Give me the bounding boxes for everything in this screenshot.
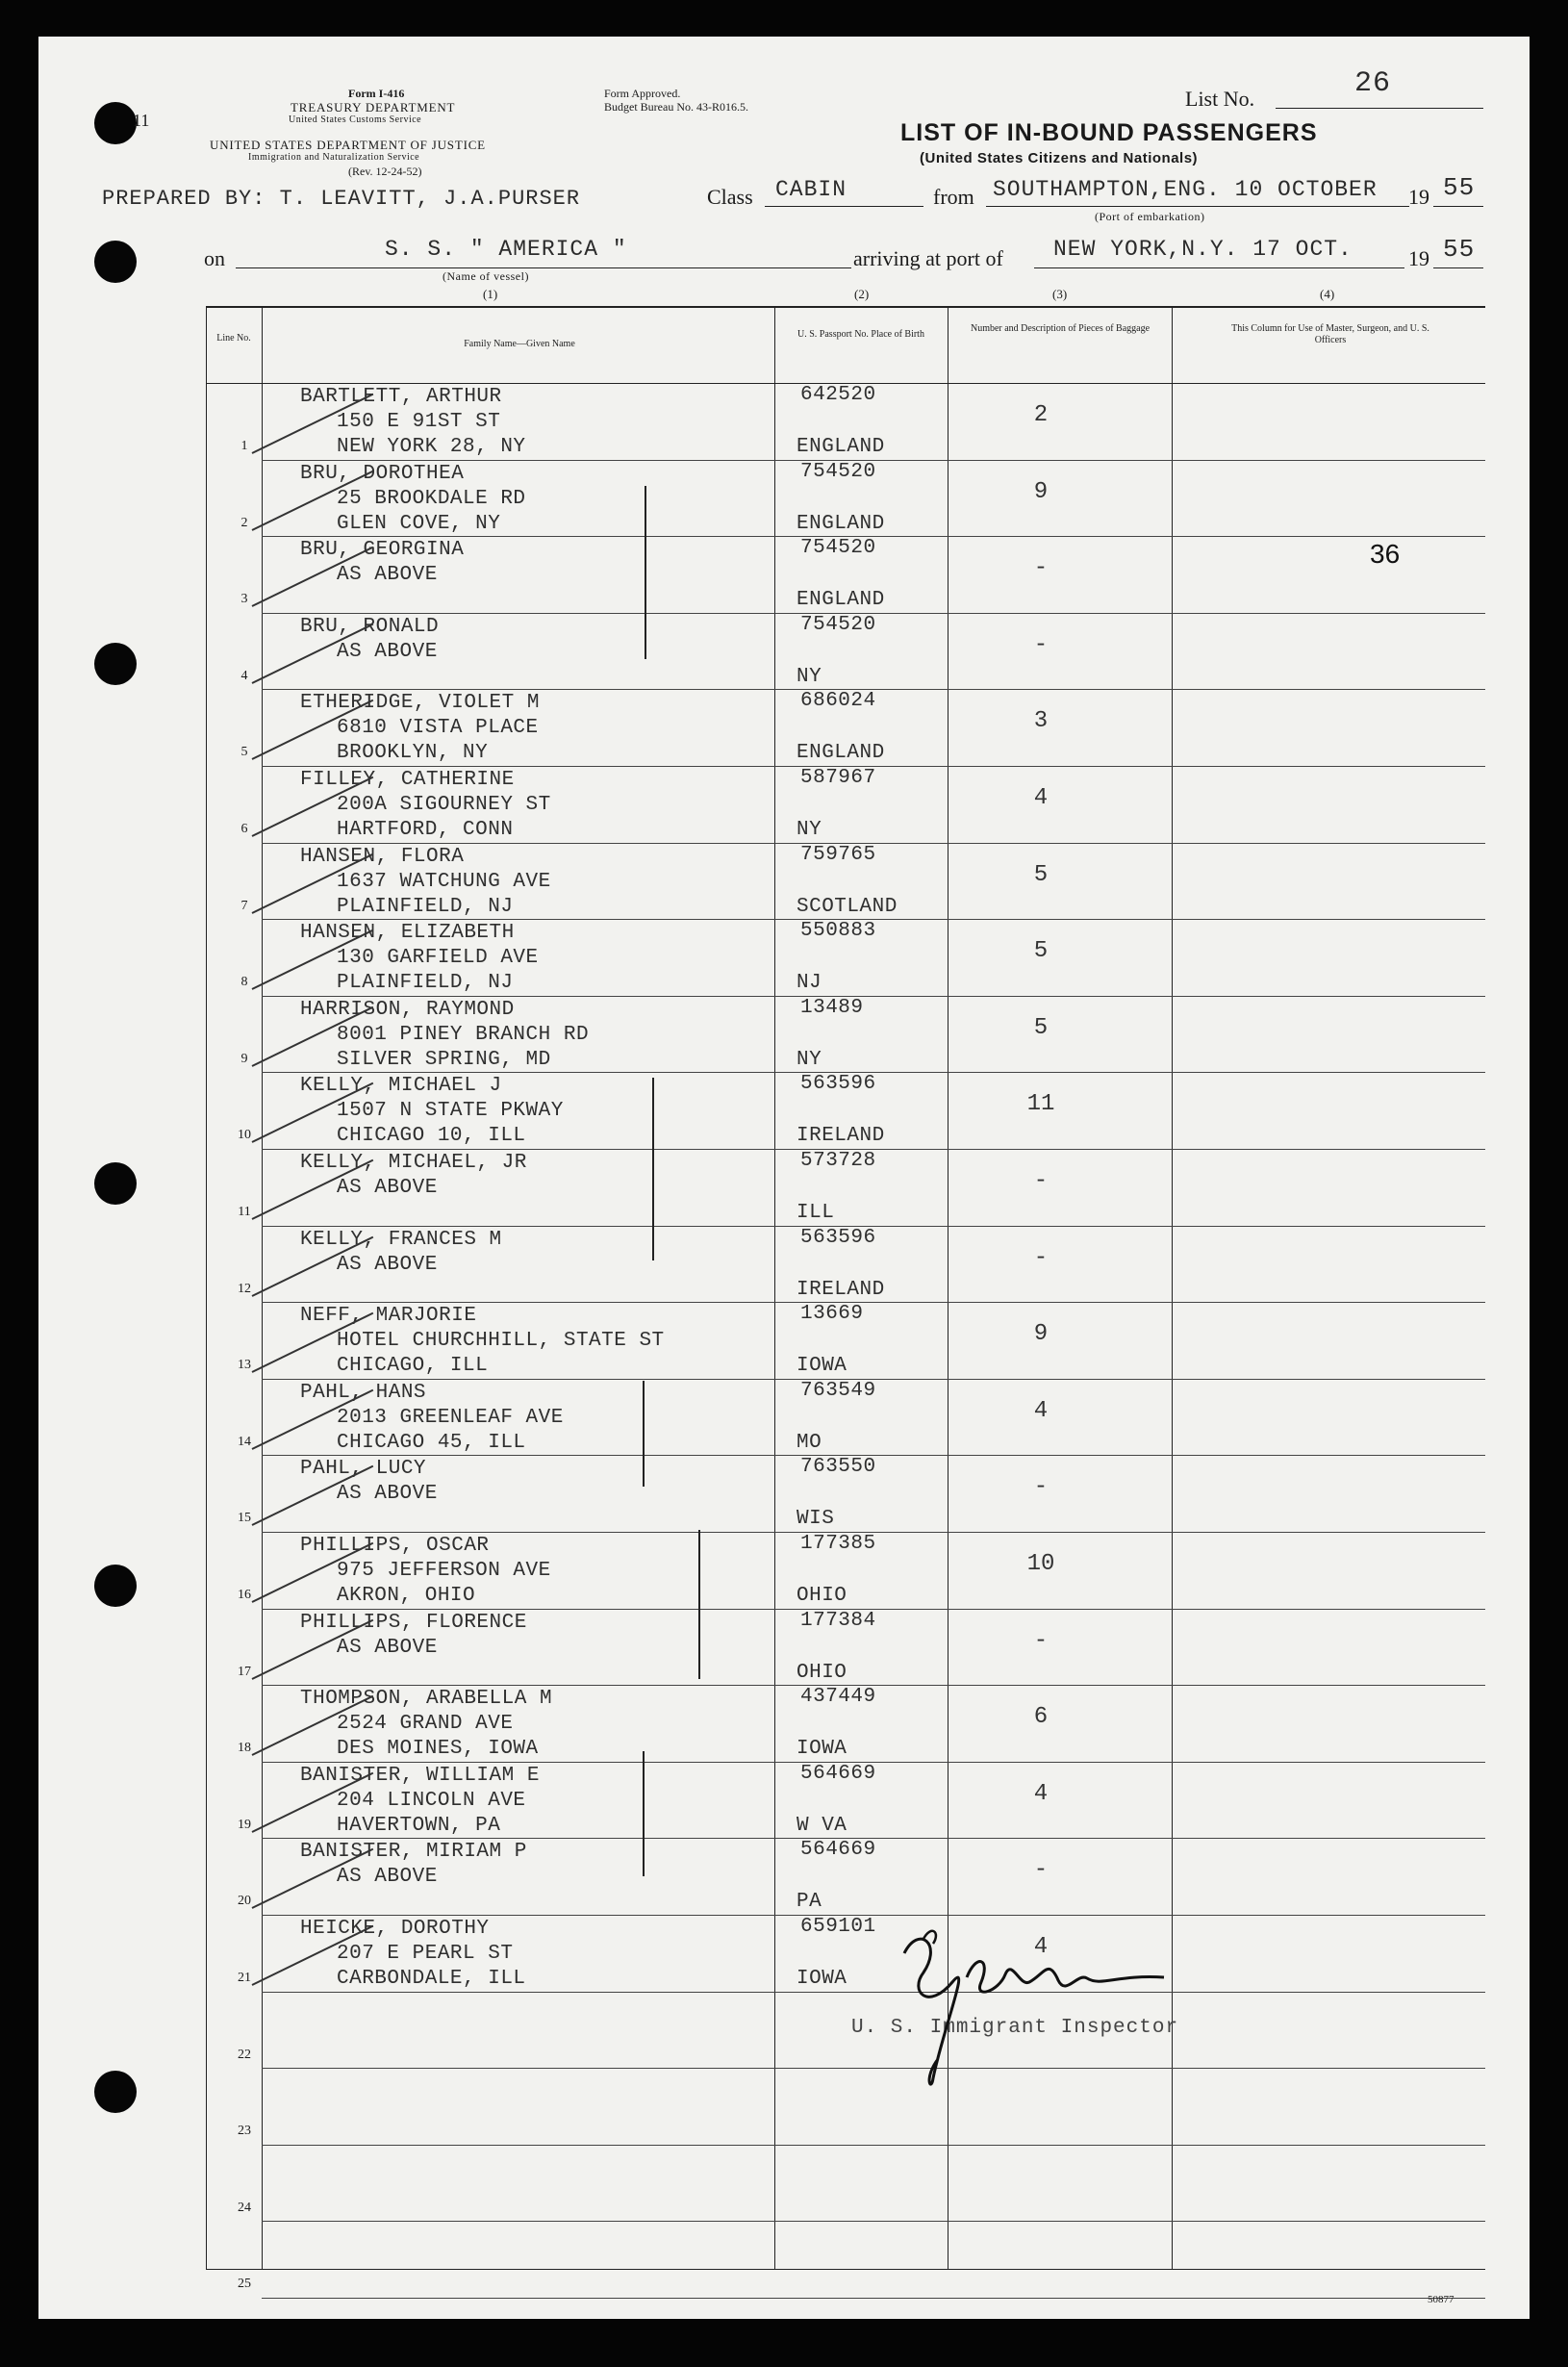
line-number: 12	[238, 1281, 251, 1296]
punch-hole-5	[94, 1565, 137, 1607]
address-line-2: PLAINFIELD, NJ	[337, 972, 514, 995]
passport-number: 177385	[800, 1533, 876, 1555]
address-line-1: 200A SIGOURNEY ST	[337, 794, 551, 816]
baggage-count: 4	[1033, 1934, 1049, 1960]
passport-number: 763549	[800, 1379, 876, 1402]
from-year: 55	[1443, 173, 1476, 202]
address-line-1: 2524 GRAND AVE	[337, 1713, 514, 1736]
class-underline	[765, 206, 923, 207]
address-line-1: 150 E 91ST ST	[337, 411, 501, 433]
address-line-1: AS ABOVE	[337, 1253, 438, 1276]
line-number: 11	[238, 1205, 251, 1219]
row-divider	[262, 2068, 1485, 2069]
place-of-birth: IOWA	[797, 1355, 847, 1378]
passenger-name: BRU, RONALD	[300, 615, 440, 638]
place-of-birth: OHIO	[797, 1585, 847, 1607]
table-bottom-border	[206, 2269, 1485, 2270]
address-line-2: CHICAGO, ILL	[337, 1355, 489, 1378]
passport-number: 754520	[800, 613, 876, 636]
passport-number: 573728	[800, 1150, 876, 1172]
address-line-1: AS ABOVE	[337, 1866, 438, 1889]
punch-hole-6	[94, 2071, 137, 2113]
print-code: 50877	[1428, 2294, 1454, 2305]
address-line-1: 1637 WATCHUNG AVE	[337, 870, 551, 893]
baggage-count: -	[1033, 1857, 1049, 1884]
passenger-name: HANSEN, FLORA	[300, 845, 465, 868]
col-num-2: (2)	[854, 287, 870, 301]
header-passport: U. S. Passport No. Place of Birth	[797, 329, 924, 340]
col-divider-0	[206, 306, 207, 2269]
baggage-count: 3	[1033, 708, 1049, 735]
address-line-2: CHICAGO 10, ILL	[337, 1125, 526, 1148]
passenger-name: ETHERIDGE, VIOLET M	[300, 692, 540, 715]
arriving-label: arriving at port of	[853, 246, 1003, 270]
passport-number: 642520	[800, 384, 876, 406]
passport-number: 659101	[800, 1916, 876, 1938]
passport-number: 177384	[800, 1609, 876, 1632]
address-line-2: HARTFORD, CONN	[337, 819, 514, 841]
address-line-1: 6810 VISTA PLACE	[337, 717, 539, 740]
passenger-name: BANISTER, MIRIAM P	[300, 1841, 527, 1864]
line-number: 23	[238, 2124, 251, 2139]
line-number: 17	[238, 1664, 251, 1679]
passport-number: 13669	[800, 1303, 864, 1326]
form-revision: (Rev. 12-24-52)	[348, 165, 422, 178]
family-bracket-3	[643, 1381, 645, 1487]
address-line-1: 2013 GREENLEAF AVE	[337, 1406, 564, 1429]
family-bracket-2	[652, 1078, 654, 1260]
baggage-count: 9	[1033, 1321, 1049, 1348]
passport-number: 686024	[800, 690, 876, 713]
vessel-underline	[236, 267, 851, 268]
class-label: Class	[707, 185, 753, 209]
address-line-1: AS ABOVE	[337, 1483, 438, 1506]
list-no: 26	[1354, 67, 1392, 100]
class-value: CABIN	[775, 177, 847, 202]
baggage-count: -	[1033, 631, 1049, 658]
baggage-count: 4	[1033, 785, 1049, 811]
budget-bureau: Budget Bureau No. 43-R016.5.	[604, 100, 748, 114]
line-number: 8	[240, 975, 248, 990]
row-divider	[262, 2298, 1485, 2299]
row-divider	[262, 2221, 1485, 2222]
line-number: 5	[240, 745, 248, 760]
line-number: 9	[240, 1051, 248, 1066]
passport-number: 759765	[800, 843, 876, 866]
place-of-birth: ENGLAND	[797, 436, 885, 458]
arrival-underline	[1034, 267, 1404, 268]
punch-hole-1	[94, 102, 137, 144]
from-label: from	[933, 185, 974, 209]
passenger-name: PAHL, LUCY	[300, 1458, 427, 1481]
address-line-2: DES MOINES, IOWA	[337, 1738, 539, 1761]
passport-number: 564669	[800, 1839, 876, 1862]
passenger-name: THOMPSON, ARABELLA M	[300, 1688, 553, 1711]
address-line-1: 204 LINCOLN AVE	[337, 1789, 526, 1812]
passport-number: 587967	[800, 767, 876, 789]
line-number: 25	[238, 2277, 251, 2292]
passport-number: 563596	[800, 1226, 876, 1249]
place-of-birth: ILL	[797, 1202, 835, 1224]
baggage-count: -	[1033, 555, 1049, 582]
baggage-count: -	[1033, 1244, 1049, 1271]
baggage-count: -	[1033, 1627, 1049, 1654]
port-embark-caption: (Port of embarkation)	[1095, 210, 1205, 223]
from-year-underline	[1433, 206, 1483, 207]
place-of-birth: ENGLAND	[797, 742, 885, 765]
passenger-name: BANISTER, WILLIAM E	[300, 1764, 540, 1787]
address-line-2: AKRON, OHIO	[337, 1585, 476, 1607]
col-num-4: (4)	[1320, 287, 1335, 301]
col-num-3: (3)	[1052, 287, 1068, 301]
place-of-birth: ENGLAND	[797, 512, 885, 535]
address-line-2: GLEN COVE, NY	[337, 512, 501, 535]
passenger-name: HEICKE, DOROTHY	[300, 1918, 490, 1940]
punch-hole-4	[94, 1162, 137, 1205]
inspector-stamp: U. S. Immigrant Inspector	[851, 2017, 1179, 2039]
place-of-birth: NY	[797, 1048, 822, 1071]
address-line-2: CHICAGO 45, ILL	[337, 1431, 526, 1454]
line-number: 7	[240, 898, 248, 913]
address-line-1: AS ABOVE	[337, 1177, 438, 1199]
passenger-name: HARRISON, RAYMOND	[300, 998, 515, 1021]
passenger-name: BRU, GEORGINA	[300, 539, 465, 562]
arr-year: 55	[1443, 235, 1476, 264]
vessel-caption: (Name of vessel)	[443, 269, 529, 283]
list-no-underline	[1276, 108, 1483, 109]
place-of-birth: W VA	[797, 1814, 847, 1837]
address-line-1: 1507 N STATE PKWAY	[337, 1100, 564, 1123]
passport-number: 754520	[800, 537, 876, 560]
port-of-embarkation: SOUTHAMPTON,ENG. 10 OCTOBER	[993, 177, 1378, 202]
customs-service: United States Customs Service	[289, 115, 422, 125]
baggage-count: -	[1033, 1168, 1049, 1194]
ins-service: Immigration and Naturalization Service	[248, 152, 420, 163]
line-number: 15	[238, 1511, 251, 1526]
place-of-birth: MO	[797, 1431, 822, 1454]
passport-number: 564669	[800, 1762, 876, 1785]
from-underline	[986, 206, 1409, 207]
header-line-no: Line No.	[216, 333, 251, 344]
address-line-2: NEW YORK 28, NY	[337, 436, 526, 458]
family-bracket-5	[643, 1751, 645, 1876]
place-of-birth: OHIO	[797, 1661, 847, 1684]
passenger-name: PAHL, HANS	[300, 1381, 427, 1404]
arr-year-underline	[1433, 267, 1483, 268]
line-number: 22	[238, 2047, 251, 2062]
passport-number: 550883	[800, 920, 876, 943]
header-name: Family Name—Given Name	[464, 339, 575, 349]
line-number: 21	[238, 1971, 251, 1985]
line-number: 1	[240, 439, 248, 453]
line-number: 13	[238, 1358, 251, 1373]
officer-note: 36	[1370, 539, 1401, 569]
address-line-1: AS ABOVE	[337, 1636, 438, 1659]
passport-number: 763550	[800, 1456, 876, 1479]
line-number: 19	[238, 1817, 251, 1832]
line-number: 24	[238, 2200, 251, 2215]
col-num-1: (1)	[483, 287, 498, 301]
passenger-name: FILLEY, CATHERINE	[300, 769, 515, 791]
arr-year-prefix: 19	[1408, 246, 1429, 270]
baggage-count: 5	[1033, 861, 1049, 888]
place-of-birth: PA	[797, 1891, 822, 1914]
baggage-count: 6	[1033, 1704, 1049, 1731]
passport-number: 437449	[800, 1686, 876, 1709]
from-year-prefix: 19	[1408, 185, 1429, 209]
address-line-1: 130 GARFIELD AVE	[337, 947, 539, 970]
address-line-1: HOTEL CHURCHHILL, STATE ST	[337, 1330, 665, 1353]
line-number: 18	[238, 1741, 251, 1756]
on-label: on	[204, 246, 225, 270]
place-of-birth: WIS	[797, 1508, 835, 1531]
passenger-name: HANSEN, ELIZABETH	[300, 922, 515, 945]
passenger-name: BARTLETT, ARTHUR	[300, 386, 502, 408]
baggage-count: 9	[1033, 478, 1049, 505]
baggage-count: 2	[1033, 402, 1049, 428]
address-line-2: HAVERTOWN, PA	[337, 1814, 501, 1837]
place-of-birth: IRELAND	[797, 1125, 885, 1148]
passport-number: 754520	[800, 460, 876, 483]
baggage-count: 10	[1026, 1551, 1055, 1577]
place-of-birth: SCOTLAND	[797, 895, 898, 918]
passenger-name: PHILLIPS, FLORENCE	[300, 1611, 527, 1634]
address-line-1: AS ABOVE	[337, 640, 438, 663]
passport-number: 13489	[800, 996, 864, 1019]
prepared-by: PREPARED BY: T. LEAVITT, J.A.PURSER	[102, 187, 581, 211]
address-line-1: 207 E PEARL ST	[337, 1943, 514, 1965]
header-officers: This Column for Use of Master, Surgeon, and U. S. Officers	[1231, 323, 1429, 345]
address-line-2: PLAINFIELD, NJ	[337, 895, 514, 918]
place-of-birth: IOWA	[797, 1738, 847, 1761]
address-line-1: 25 BROOKDALE RD	[337, 487, 526, 510]
place-of-birth: NY	[797, 665, 822, 688]
list-no-label: List No.	[1185, 87, 1255, 111]
corner-mark: 11	[133, 111, 150, 130]
passenger-name: PHILLIPS, OSCAR	[300, 1535, 490, 1557]
address-line-1: 8001 PINEY BRANCH RD	[337, 1023, 590, 1046]
line-number: 14	[238, 1434, 251, 1449]
address-line-1: AS ABOVE	[337, 564, 438, 587]
punch-hole-2	[94, 241, 137, 283]
header-baggage: Number and Description of Pieces of Baggage	[970, 323, 1151, 334]
baggage-count: 5	[1033, 938, 1049, 965]
line-number: 2	[240, 515, 248, 530]
baggage-count: -	[1033, 1474, 1049, 1501]
address-line-2: SILVER SPRING, MD	[337, 1048, 551, 1071]
place-of-birth: ENGLAND	[797, 589, 885, 612]
baggage-count: 11	[1026, 1091, 1055, 1118]
baggage-count: 5	[1033, 1014, 1049, 1041]
line-number: 16	[238, 1588, 251, 1602]
baggage-count: 4	[1033, 1780, 1049, 1807]
baggage-count: 4	[1033, 1397, 1049, 1424]
line-number: 10	[238, 1128, 251, 1143]
address-line-2: BROOKLYN, NY	[337, 742, 489, 765]
form-number: Form I-416	[348, 87, 405, 100]
place-of-birth: IRELAND	[797, 1278, 885, 1301]
form-approved: Form Approved.	[604, 87, 681, 100]
port-of-arrival: NEW YORK,N.Y. 17 OCT.	[1053, 237, 1353, 262]
passenger-name: KELLY, FRANCES M	[300, 1228, 502, 1251]
list-subtitle: (United States Citizens and Nationals)	[920, 150, 1199, 166]
place-of-birth: NY	[797, 819, 822, 841]
col-divider-2	[774, 306, 775, 2269]
row-divider	[262, 2145, 1485, 2146]
place-of-birth: NJ	[797, 972, 822, 995]
line-number: 3	[240, 592, 248, 607]
table-top-border	[206, 306, 1485, 308]
justice-dept: UNITED STATES DEPARTMENT OF JUSTICE	[210, 138, 486, 152]
line-number: 6	[240, 822, 248, 836]
address-line-2: CARBONDALE, ILL	[337, 1968, 526, 1990]
inspector-signature	[885, 1915, 1193, 2098]
family-bracket-4	[698, 1530, 700, 1679]
treasury-dept: TREASURY DEPARTMENT	[291, 100, 456, 115]
line-number: 20	[238, 1894, 251, 1909]
vessel-name: S. S. " AMERICA "	[385, 237, 627, 262]
family-bracket-1	[645, 486, 646, 659]
place-of-birth: IOWA	[797, 1968, 847, 1990]
line-number: 4	[240, 668, 248, 683]
passenger-name: BRU, DOROTHEA	[300, 462, 465, 485]
passport-number: 563596	[800, 1073, 876, 1096]
passenger-name: NEFF, MARJORIE	[300, 1305, 477, 1328]
address-line-1: 975 JEFFERSON AVE	[337, 1560, 551, 1582]
punch-hole-3	[94, 643, 137, 685]
passenger-name: KELLY, MICHAEL, JR	[300, 1152, 527, 1174]
passenger-name: KELLY, MICHAEL J	[300, 1075, 502, 1098]
list-title: LIST OF IN-BOUND PASSENGERS	[900, 119, 1318, 146]
